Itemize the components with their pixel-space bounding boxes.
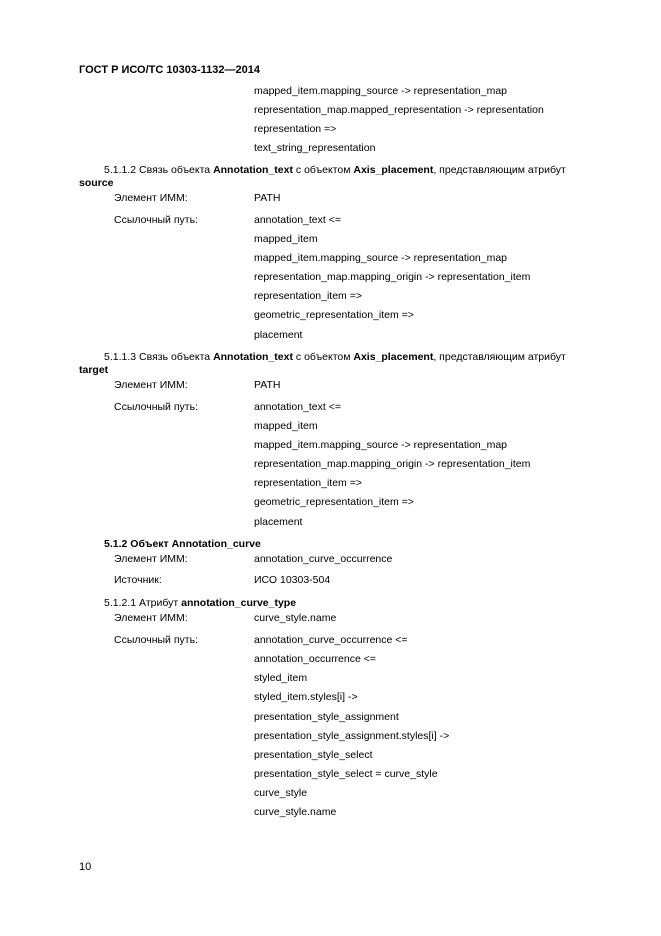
- aim-label: Элемент ИММ:: [114, 192, 188, 204]
- ref-path-line: presentation_style_assignment.styles[i] ->: [254, 730, 450, 742]
- aim-value: PATH: [254, 192, 281, 204]
- attribute-name: target: [79, 364, 109, 376]
- ref-path-line: annotation_curve_occurrence <=: [254, 634, 408, 646]
- ref-path-line: styled_item: [254, 672, 308, 684]
- ref-path-line: curve_style: [254, 787, 308, 799]
- section-number: 5.1.1.3: [104, 351, 137, 363]
- source-label: Источник:: [114, 574, 162, 586]
- ref-path-label: Ссылочный путь:: [114, 401, 198, 413]
- section-middle: с объектом: [295, 351, 351, 363]
- section-prefix: Связь объекта: [139, 351, 211, 363]
- ref-path-line: text_string_representation: [254, 142, 376, 154]
- section-prefix: Связь объекта: [139, 164, 211, 176]
- ref-path-line: representation_item =>: [254, 477, 362, 489]
- ref-path-line: placement: [254, 516, 303, 528]
- section-title-512: 5.1.2 Объект Annotation_curve: [104, 538, 261, 550]
- attribute-name: annotation_curve_type: [181, 597, 297, 609]
- ref-path-label: Ссылочный путь:: [114, 214, 198, 226]
- section-suffix: , представляющим атрибут: [433, 351, 566, 363]
- ref-path-line: representation_item =>: [254, 290, 362, 302]
- ref-path-line: annotation_text <=: [254, 401, 341, 413]
- ref-path-line: mapped_item: [254, 420, 318, 432]
- aim-label: Элемент ИММ:: [114, 612, 188, 624]
- page-number: 10: [79, 861, 92, 873]
- section-middle: с объектом: [295, 164, 351, 176]
- ref-path-line: curve_style.name: [254, 806, 337, 818]
- source-value: ИСО 10303-504: [254, 574, 331, 586]
- aim-value: annotation_curve_occurrence: [254, 553, 393, 565]
- entity-name: Annotation_text: [213, 164, 293, 176]
- section-number: 5.1.2.1: [104, 597, 137, 609]
- ref-path-line: presentation_style_select = curve_style: [254, 768, 438, 780]
- aim-value: curve_style.name: [254, 612, 337, 624]
- aim-value: PATH: [254, 379, 281, 391]
- ref-path-line: annotation_text <=: [254, 214, 341, 226]
- ref-path-line: mapped_item.mapping_source -> representation_map: [254, 252, 508, 264]
- ref-path-line: annotation_occurrence <=: [254, 653, 377, 665]
- ref-path-line: representation_map.mapped_representation -> representation: [254, 104, 544, 116]
- section-suffix: , представляющим атрибут: [433, 164, 566, 176]
- ref-path-line: mapped_item.mapping_source -> representation_map: [254, 85, 508, 97]
- section-heading-5121: [104, 597, 296, 610]
- section-heading-5112: [104, 164, 566, 177]
- entity-name: Axis_placement: [353, 164, 434, 176]
- ref-path-line: presentation_style_assignment: [254, 711, 399, 723]
- attribute-name: source: [79, 177, 114, 189]
- aim-label: Элемент ИММ:: [114, 553, 188, 565]
- ref-path-line: representation_map.mapping_origin -> representation_item: [254, 271, 531, 283]
- ref-path-line: representation =>: [254, 123, 337, 135]
- ref-path-line: styled_item.styles[i] ->: [254, 691, 358, 703]
- entity-name: Annotation_text: [213, 351, 293, 363]
- ref-path-line: mapped_item.mapping_source -> representation_map: [254, 439, 508, 451]
- ref-path-line: placement: [254, 329, 303, 341]
- entity-name: Axis_placement: [353, 351, 434, 363]
- ref-path-line: geometric_representation_item =>: [254, 496, 414, 508]
- ref-path-line: representation_map.mapping_origin -> representation_item: [254, 458, 531, 470]
- ref-path-line: mapped_item: [254, 233, 318, 245]
- ref-path-line: presentation_style_select: [254, 749, 373, 761]
- ref-path-line: geometric_representation_item =>: [254, 309, 414, 321]
- section-heading-5113: [104, 351, 566, 364]
- section-number: 5.1.1.2: [104, 164, 137, 176]
- section-prefix: Атрибут: [139, 597, 179, 609]
- ref-path-label: Ссылочный путь:: [114, 634, 198, 646]
- aim-label: Элемент ИММ:: [114, 379, 188, 391]
- document-header: ГОСТ Р ИСО/ТС 10303-1132—2014: [79, 64, 260, 76]
